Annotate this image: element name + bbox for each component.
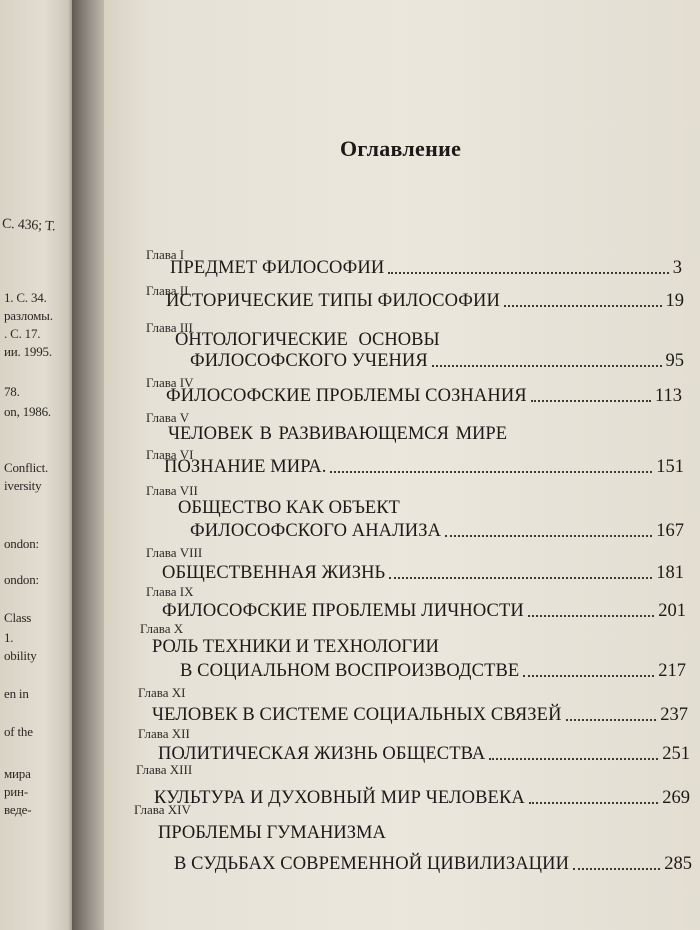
toc-entry bbox=[190, 350, 684, 372]
left-page-fragment: 78. bbox=[4, 384, 20, 399]
page-number: 19 bbox=[665, 291, 684, 311]
left-page-fragment: ondon: bbox=[4, 536, 39, 551]
dot-leader bbox=[388, 272, 668, 274]
chapter-title: ПРОБЛЕМЫ ГУМАНИЗМА bbox=[158, 823, 386, 843]
left-page bbox=[0, 0, 74, 930]
left-page-fragment: 1. С. 34. bbox=[4, 290, 47, 305]
dot-leader bbox=[489, 758, 658, 760]
dot-leader bbox=[504, 305, 662, 307]
chapter-title: ФИЛОСОФСКОГО АНАЛИЗА bbox=[190, 521, 442, 541]
toc-entry bbox=[170, 257, 682, 279]
chapter-label: Глава XII bbox=[138, 726, 190, 741]
dot-leader bbox=[528, 615, 654, 617]
left-page-fragment: веде- bbox=[4, 802, 32, 817]
page-number: 237 bbox=[660, 705, 688, 725]
dot-leader bbox=[432, 365, 662, 367]
left-page-fragment: . С. 17. bbox=[4, 326, 41, 341]
toc-entry bbox=[174, 853, 692, 875]
chapter-title: РОЛЬ ТЕХНИКИ И ТЕХНОЛОГИИ bbox=[152, 637, 439, 657]
toc-entry bbox=[158, 743, 690, 765]
page-number: 251 bbox=[662, 744, 690, 764]
chapter-title: ПРЕДМЕТ ФИЛОСОФИИ bbox=[170, 258, 385, 278]
toc-entry bbox=[164, 456, 684, 478]
page-number: 181 bbox=[656, 563, 684, 583]
page-number: 3 bbox=[672, 258, 682, 278]
page-number: 217 bbox=[658, 661, 686, 681]
chapter-title: В СУДЬБАХ СОВРЕМЕННОЙ ЦИВИЛИЗАЦИИ bbox=[174, 854, 570, 874]
chapter-label: Глава V bbox=[146, 410, 190, 425]
left-page-fragment: С. 436; Т. bbox=[1, 216, 56, 235]
left-page-fragment: разломы. bbox=[4, 308, 53, 323]
chapter-title: КУЛЬТУРА И ДУХОВНЫЙ МИР ЧЕЛОВЕКА bbox=[154, 788, 525, 808]
toc-entry bbox=[190, 520, 684, 542]
page-number: 113 bbox=[654, 386, 682, 406]
left-page-fragment: obility bbox=[4, 648, 37, 663]
dot-leader bbox=[529, 802, 658, 804]
dot-leader bbox=[566, 719, 657, 721]
page-number: 151 bbox=[656, 457, 684, 477]
left-page-fragment: on, 1986. bbox=[4, 404, 51, 419]
chapter-title: ФИЛОСОФСКИЕ ПРОБЛЕМЫ ЛИЧНОСТИ bbox=[162, 601, 524, 621]
dot-leader bbox=[523, 675, 654, 677]
left-page-fragment: Conflict. bbox=[4, 460, 49, 475]
left-page-fragment: ии. 1995. bbox=[4, 344, 52, 359]
page-number: 95 bbox=[665, 351, 684, 371]
chapter-label: Глава I bbox=[146, 247, 185, 262]
page-number: 167 bbox=[656, 521, 684, 541]
dot-leader bbox=[445, 535, 652, 537]
chapter-label: Глава VIII bbox=[146, 545, 203, 560]
page-number: 201 bbox=[658, 601, 686, 621]
chapter-label: Глава IX bbox=[146, 584, 194, 599]
chapter-title: ПОЛИТИЧЕСКАЯ ЖИЗНЬ ОБЩЕСТВА bbox=[158, 744, 486, 764]
left-page-fragment: мира bbox=[4, 766, 31, 781]
chapter-title: ОБЩЕСТВЕННАЯ ЖИЗНЬ bbox=[162, 563, 386, 583]
chapter-title: ЧЕЛОВЕК В РАЗВИВАЮЩЕМСЯ МИРЕ bbox=[168, 424, 508, 444]
toc-entry bbox=[162, 600, 686, 622]
dot-leader bbox=[573, 868, 660, 870]
chapter-title: ЧЕЛОВЕК В СИСТЕМЕ СОЦИАЛЬНЫХ СВЯЗЕЙ bbox=[152, 705, 562, 725]
chapter-title: ОНТОЛОГИЧЕСКИЕ ОСНОВЫ bbox=[175, 330, 440, 350]
chapter-label: Глава XIII bbox=[136, 762, 193, 777]
chapter-label: Глава VI bbox=[146, 447, 194, 462]
dot-leader bbox=[531, 400, 651, 402]
left-page-fragment: iversity bbox=[4, 478, 42, 493]
toc-title: Оглавление bbox=[340, 136, 462, 161]
toc-entry bbox=[166, 290, 684, 312]
chapter-title: ИСТОРИЧЕСКИЕ ТИПЫ ФИЛОСОФИИ bbox=[166, 291, 500, 311]
left-page-fragment: рин- bbox=[4, 784, 28, 799]
page-number: 269 bbox=[662, 788, 690, 808]
left-page-fragment: of the bbox=[4, 724, 33, 739]
page-number: 285 bbox=[664, 854, 692, 874]
toc-entry bbox=[154, 787, 690, 809]
toc-entry bbox=[166, 385, 682, 407]
chapter-label: Глава XI bbox=[138, 685, 186, 700]
chapter-label: Глава III bbox=[146, 320, 193, 335]
dot-leader bbox=[389, 577, 652, 579]
left-page-fragment: ondon: bbox=[4, 572, 39, 587]
chapter-title: ФИЛОСОФСКИЕ ПРОБЛЕМЫ СОЗНАНИЯ bbox=[166, 386, 527, 406]
chapter-label: Глава X bbox=[140, 621, 184, 636]
chapter-title: В СОЦИАЛЬНОМ ВОСПРОИЗВОДСТВЕ bbox=[180, 661, 520, 681]
toc-entry bbox=[180, 660, 686, 682]
chapter-title: ФИЛОСОФСКОГО УЧЕНИЯ bbox=[190, 351, 428, 371]
dot-leader bbox=[330, 471, 652, 473]
toc-entry bbox=[152, 704, 688, 726]
chapter-title: ОБЩЕСТВО КАК ОБЪЕКТ bbox=[178, 498, 400, 518]
chapter-label: Глава XIV bbox=[134, 802, 191, 817]
left-page-fragment: en in bbox=[4, 686, 29, 701]
left-page-fragment: 1. bbox=[4, 630, 14, 645]
left-page-fragment: Class bbox=[4, 610, 32, 625]
chapter-title: ПОЗНАНИЕ МИРА. bbox=[164, 457, 327, 477]
chapter-label: Глава II bbox=[146, 283, 189, 298]
chapter-label: Глава VII bbox=[146, 483, 198, 498]
chapter-label: Глава IV bbox=[146, 375, 194, 390]
toc-entry bbox=[162, 562, 684, 584]
